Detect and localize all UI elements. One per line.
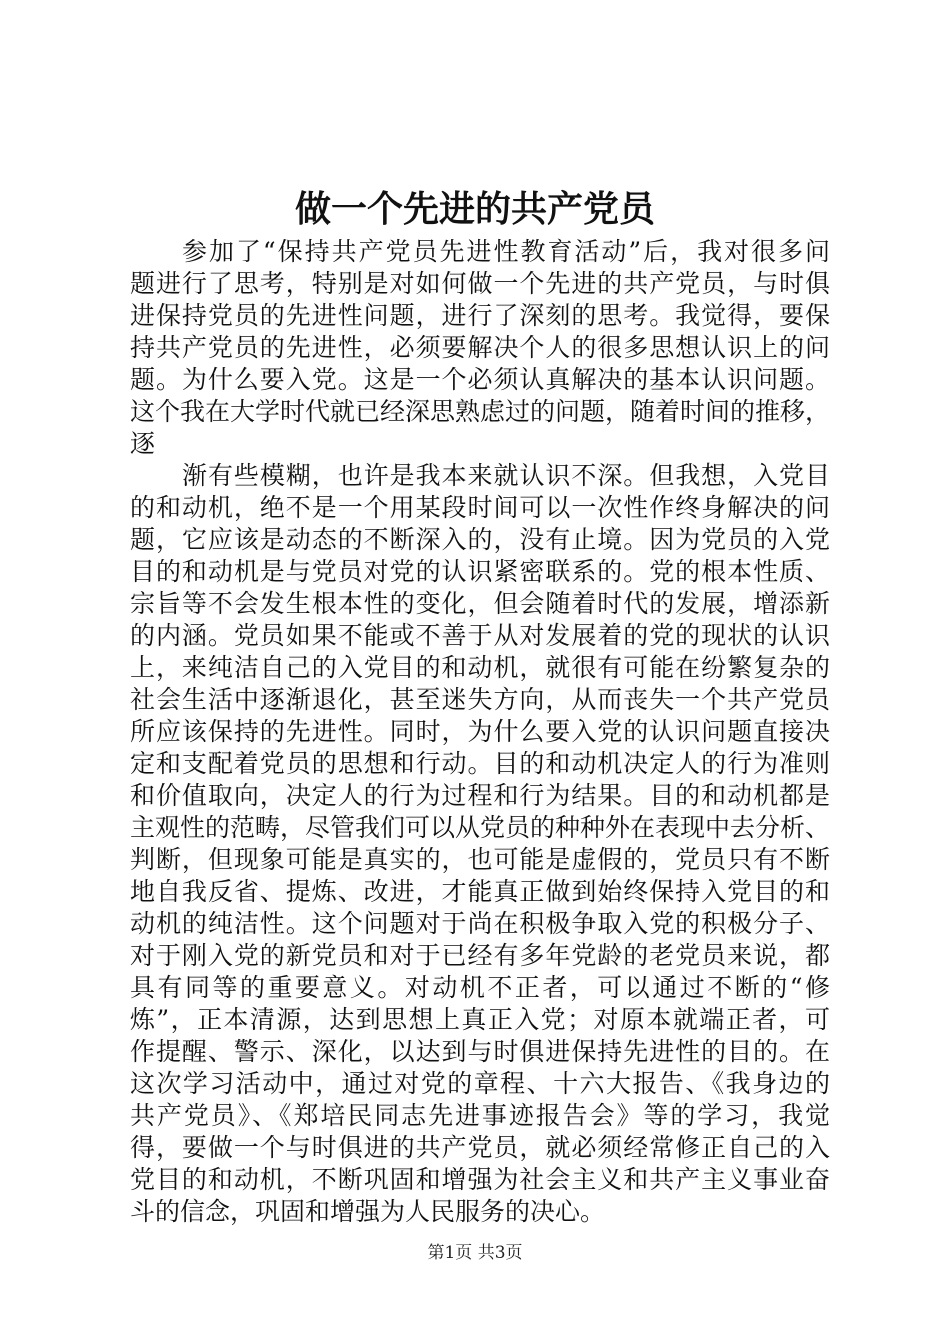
paragraph-line: 这个我在大学时代就已经深思熟虑过的问题，随着时间的推移， (130, 397, 831, 426)
paragraph-line: 进保持党员的先进性问题，进行了深刻的思考。我觉得，要保 (130, 301, 830, 330)
paragraph-line: 上，来纯洁自己的入党目的和动机，就很有可能在纷繁复杂的 (130, 653, 830, 682)
document-title: 做一个先进的共产党员 (294, 188, 655, 230)
paragraph-line: 的内涵。党员如果不能或不善于从对发展着的党的现状的认识 (130, 621, 830, 650)
paragraph-line: 作提醒、警示、深化，以达到与时俱进保持先进性的目的。在 (130, 1037, 830, 1066)
paragraph-2 (130, 460, 830, 1228)
paragraph-line: 地自我反省、提炼、改进，才能真正做到始终保持入党目的和 (130, 877, 830, 906)
paragraph-line: 具有同等的重要意义。对动机不正者，可以通过不断的“修 (130, 973, 830, 1002)
paragraph-line: 动机的纯洁性。这个问题对于尚在积极争取入党的积极分子、 (130, 909, 830, 938)
paragraph-line: 炼”，正本清源，达到思想上真正入党；对原本就端正者，可 (130, 1005, 830, 1034)
paragraph-line: 得，要做一个与时俱进的共产党员，就必须经常修正自己的入 (130, 1133, 830, 1162)
paragraph-line: 斗的信念，巩固和增强为人民服务的决心。 (130, 1197, 606, 1226)
paragraph-line: 对于刚入党的新党员和对于已经有多年党龄的老党员来说，都 (130, 941, 830, 970)
paragraph-line: 参加了“保持共产党员先进性教育活动”后，我对很多问 (182, 237, 830, 266)
paragraph-line: 主观性的范畴，尽管我们可以从党员的种种外在表现中去分析、 (130, 813, 831, 842)
paragraph-line: 的和动机，绝不是一个用某段时间可以一次性作终身解决的问 (130, 493, 830, 522)
paragraph-line: 目的和动机是与党员对党的认识紧密联系的。党的根本性质、 (130, 557, 830, 586)
paragraph-line: 定和支配着党员的思想和行动。目的和动机决定人的行为准则 (130, 749, 830, 778)
paragraph-line: 判断，但现象可能是真实的，也可能是虚假的，党员只有不断 (130, 845, 830, 874)
paragraph-line: 宗旨等不会发生根本性的变化，但会随着时代的发展，增添新 (130, 589, 830, 618)
paragraph-line: 题进行了思考，特别是对如何做一个先进的共产党员，与时俱 (130, 269, 830, 298)
paragraph-line: 共产党员》、《郑培民同志先进事迹报告会》等的学习，我觉 (130, 1101, 830, 1130)
paragraph-line: 社会生活中逐渐退化，甚至迷失方向，从而丧失一个共产党员 (130, 685, 830, 714)
paragraph-line: 党目的和动机，不断巩固和增强为社会主义和共产主义事业奋 (130, 1165, 830, 1194)
document-body (130, 236, 830, 1228)
paragraph-line: 所应该保持的先进性。同时，为什么要入党的认识问题直接决 (130, 717, 830, 746)
paragraph-1 (130, 236, 830, 460)
paragraph-line: 渐有些模糊，也许是我本来就认识不深。但我想，入党目 (182, 461, 830, 490)
paragraph-line: 题。为什么要入党。这是一个必须认真解决的基本认识问题。 (130, 365, 830, 394)
paragraph-line: 题，它应该是动态的不断深入的，没有止境。因为党员的入党 (130, 525, 830, 554)
paragraph-line: 和价值取向，决定人的行为过程和行为结果。目的和动机都是 (130, 781, 830, 810)
page-number-footer: 第1页 共3页 (427, 1243, 523, 1263)
paragraph-line: 持共产党员的先进性，必须要解决个人的很多思想认识上的问 (130, 333, 830, 362)
paragraph-line: 逐 (130, 429, 156, 458)
paragraph-line: 这次学习活动中，通过对党的章程、十六大报告、《我身边的 (130, 1069, 830, 1098)
